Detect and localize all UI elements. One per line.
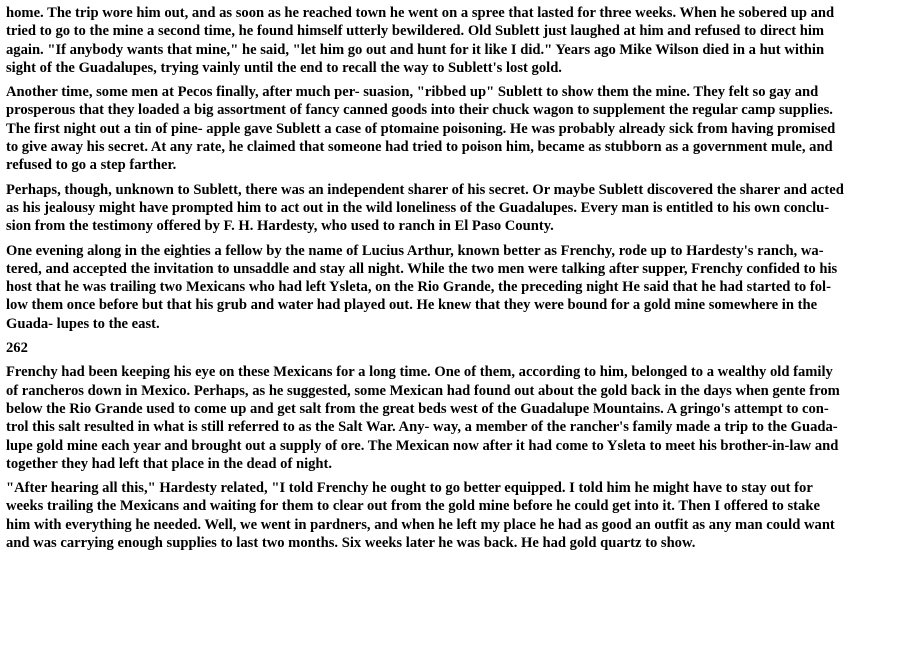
- text-line: Frenchy had been keeping his eye on these Mexicans for a long time. One of them, according to him, belonged to a wealthy old family: [6, 364, 833, 381]
- text-line: refused to go a step farther.: [6, 157, 177, 174]
- page-number: [6, 339, 902, 357]
- text-line: low them once before but that his grub and water had played out. He knew that they were bound for a gold mine somewhere in the: [6, 297, 818, 314]
- text-line: tered, and accepted the invitation to unsaddle and stay all night. While the two men were talking after supper, Frenchy confided to his: [6, 260, 838, 277]
- text-line: prosperous that they loaded a big assortment of fancy canned goods into their chuck wagon to supplement the regular camp supplies.: [6, 102, 833, 119]
- text-line: sion from the testimony offered by F. H. Hardesty, who used to ranch in El Paso County.: [6, 218, 554, 235]
- text-line: weeks trailing the Mexicans and waiting for them to clear out from the gold mine before he could get into it. Then I offered to stake: [6, 498, 820, 515]
- text-line: "After hearing all this," Hardesty related, "I told Frenchy he ought to go better equipped. I told him he might have to stay out for: [6, 480, 813, 497]
- text-line: Another time, some men at Pecos finally, after much per- suasion, "ribbed up" Sublett to show them the mine. They felt so gay and: [6, 84, 819, 101]
- text-line: tried to go to the mine a second time, he found himself utterly bewildered. Old Sublett just laughed at him and refused to direct him: [6, 23, 825, 40]
- page-number-text: 262: [6, 340, 28, 357]
- text-line: him with everything he needed. Well, we went in pardners, and when he left my place he had as good an outfit as any man could want: [6, 516, 835, 533]
- text-line: One evening along in the eighties a fellow by the name of Lucius Arthur, known better as Frenchy, rode up to Hardesty's ranch, wa-: [6, 242, 824, 259]
- text-line: home. The trip wore him out, and as soon as he reached town he went on a spree that lasted for three weeks. When he sobered up and: [6, 5, 835, 21]
- paragraph-independent-sharer: [6, 181, 902, 236]
- text-line: again. "If anybody wants that mine," he said, "let him go out and hunt for it like I did." Years ago Mike Wilson died in a hut within: [6, 41, 825, 58]
- text-line: sight of the Guadalupes, trying vainly until the end to recall the way to Sublett's lost gold.: [6, 59, 562, 76]
- text-line: to give away his secret. At any rate, he claimed that someone had tried to poison him, became as stubborn as a government mule, and: [6, 139, 833, 156]
- text-line: and was carrying enough supplies to last two months. Six weeks later he was back. He had gold quartz to show.: [6, 535, 696, 552]
- paragraph-hardesty-related: [6, 479, 902, 552]
- text-line: Guada- lupes to the east.: [6, 315, 160, 332]
- text-line: together they had left that place in the dead of night.: [6, 455, 333, 472]
- text-line: lupe gold mine each year and brought out a supply of ore. The Mexican now after it had come to Ysleta to meet his brother-in-law and: [6, 437, 839, 454]
- paragraph-mike-wilson: [6, 4, 902, 77]
- text-line: trol this salt resulted in what is still referred to as the Salt War. Any- way, a member of the rancher's family made a trip to the Guada-: [6, 419, 838, 436]
- text-line: host that he was trailing two Mexicans who had left Ysleta, on the Rio Grande, the preceding night He said that he had started to fol-: [6, 279, 831, 296]
- paragraph-lucius-arthur: [6, 242, 902, 333]
- document-page: [6, 4, 902, 558]
- paragraph-frenchy-mexicans: [6, 363, 902, 473]
- text-line: The first night out a tin of pine- apple gave Sublett a case of ptomaine poisoning. He was probably already sick from having promised: [6, 120, 836, 137]
- text-line: as his jealousy might have prompted him to act out in the wild loneliness of the Guadalupes. Every man is entitled to his own conclu-: [6, 199, 830, 216]
- text-line: below the Rio Grande used to come up and get salt from the great beds west of the Guadalupe Mountains. A gringo's attempt to con-: [6, 400, 829, 417]
- paragraph-pecos-men: [6, 83, 902, 174]
- text-line: of rancheros down in Mexico. Perhaps, as he suggested, some Mexican had found out about the gold back in the days when gente from: [6, 382, 840, 399]
- text-line: Perhaps, though, unknown to Sublett, there was an independent sharer of his secret. Or maybe Sublett discovered the sharer and acted: [6, 181, 844, 198]
